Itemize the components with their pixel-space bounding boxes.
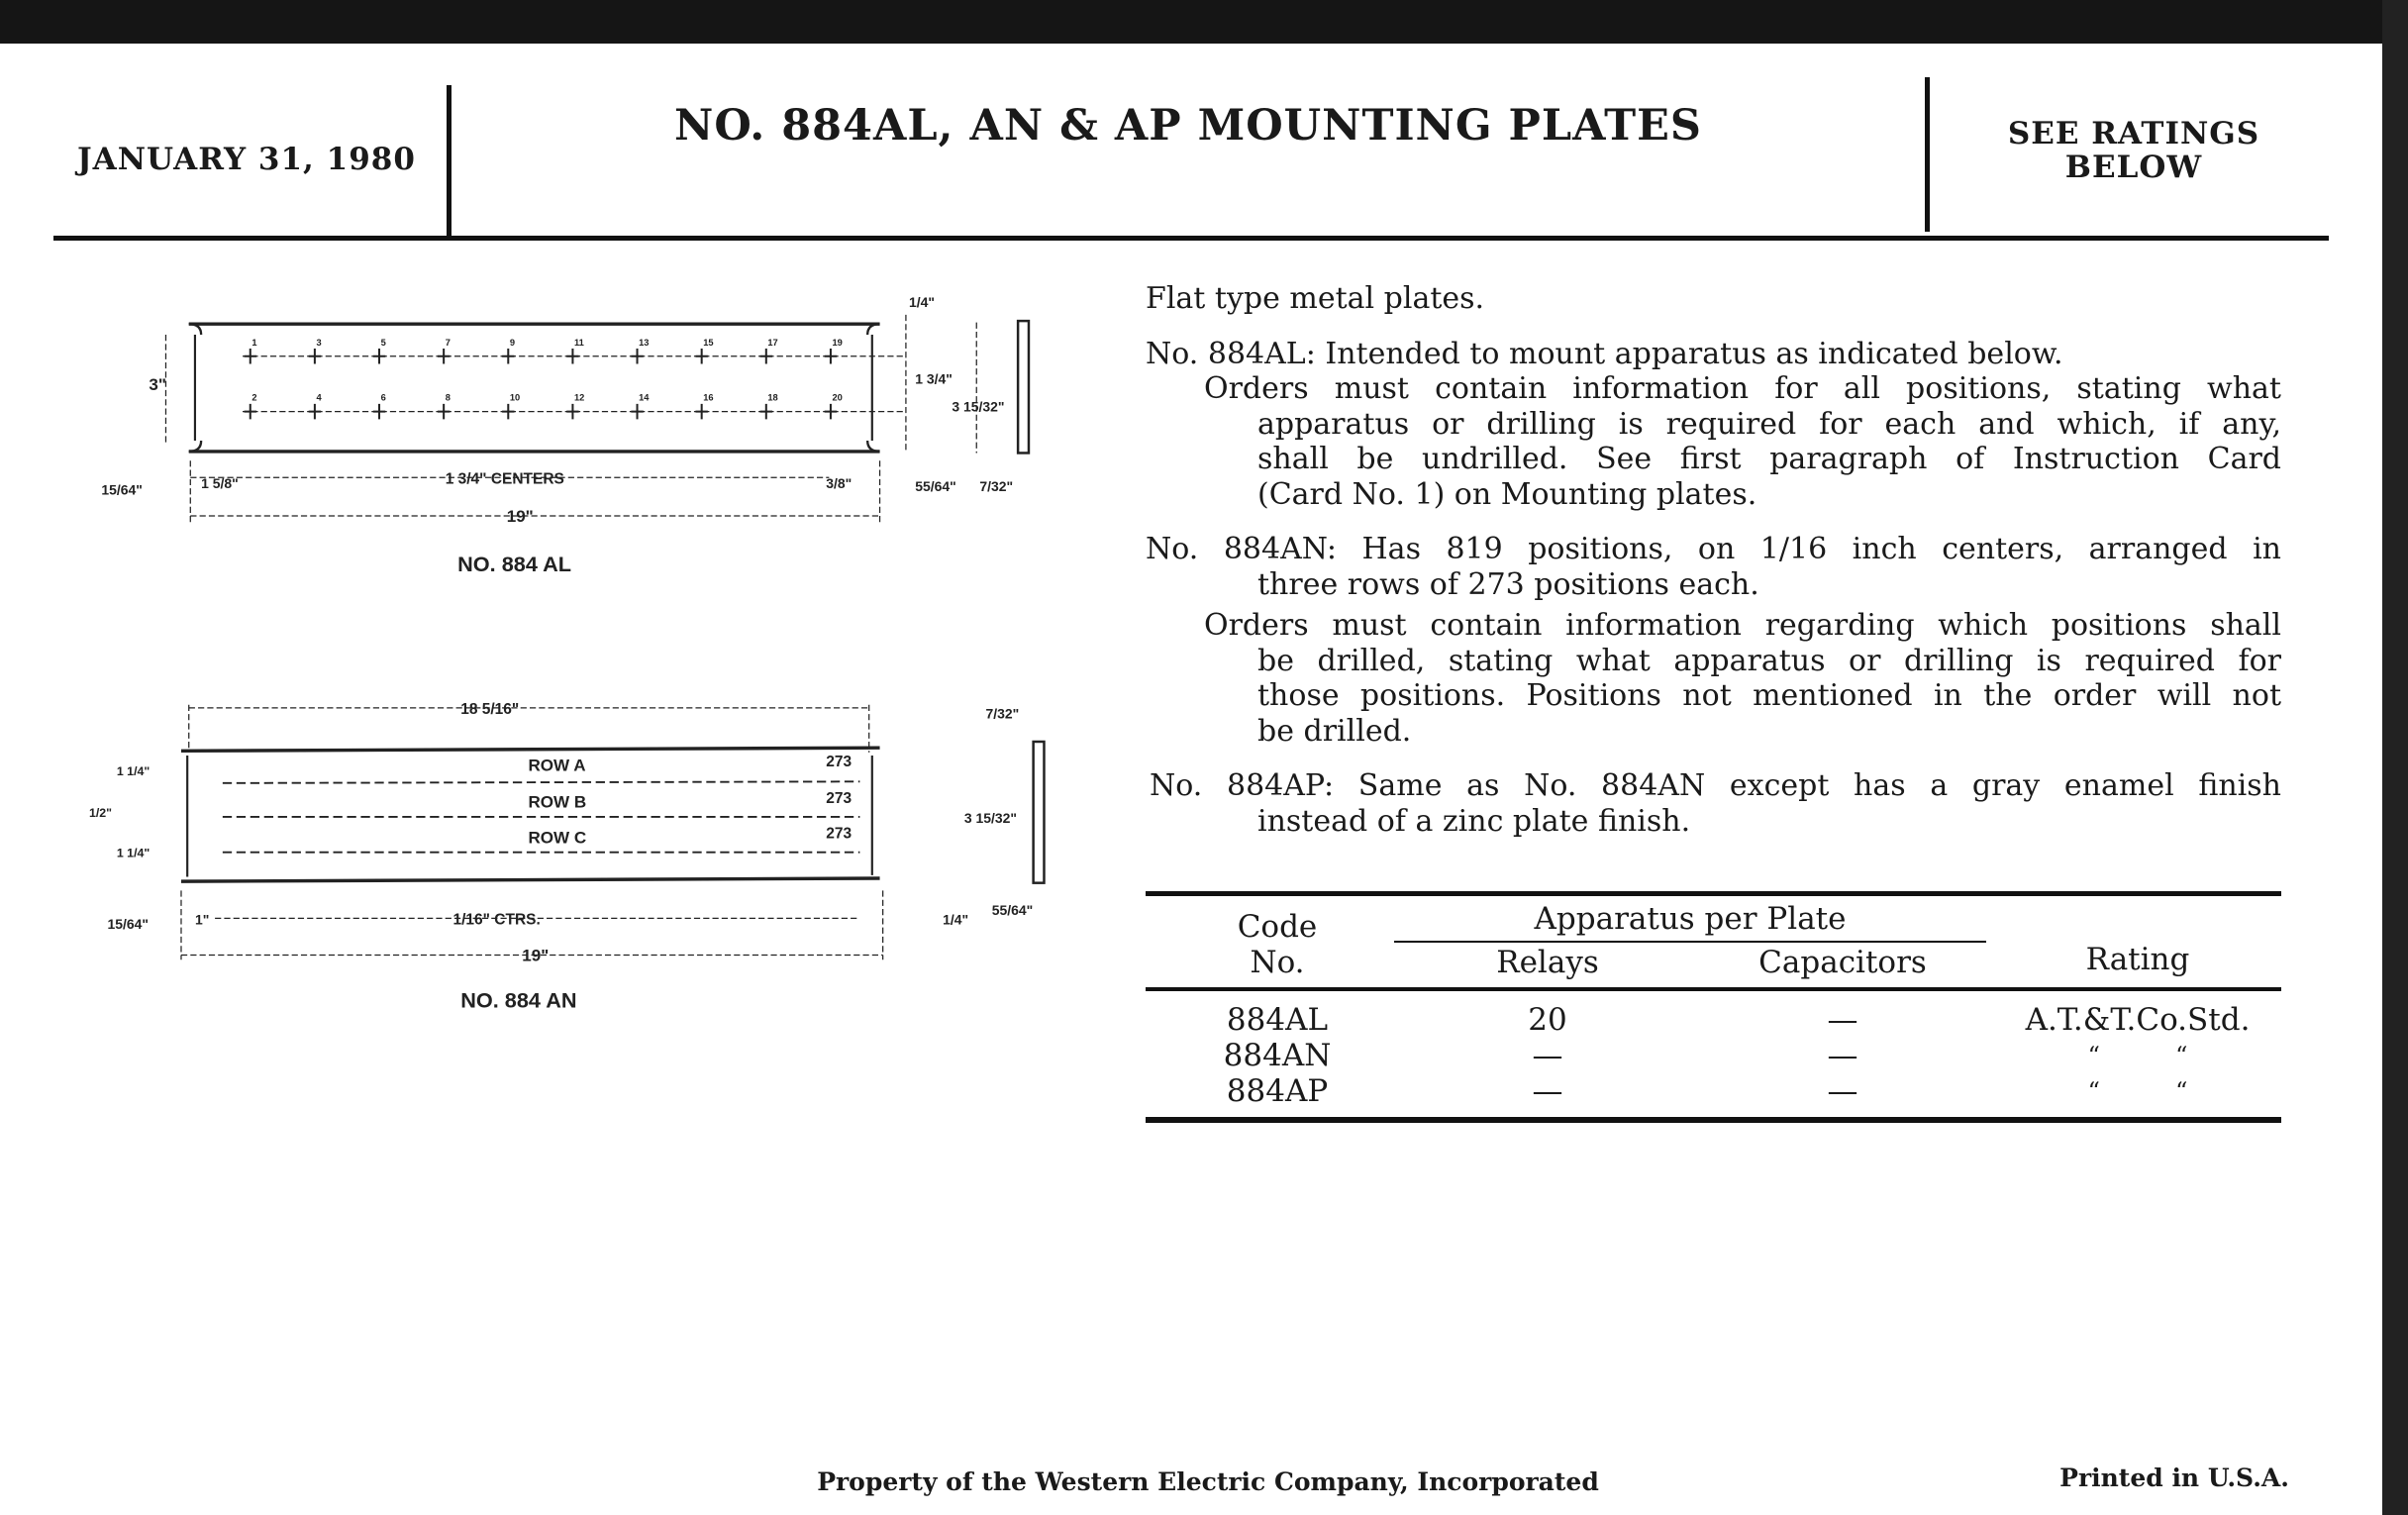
an-dim-bottom-notch: 55/64" — [991, 902, 1034, 919]
drawing-884an — [181, 705, 1044, 960]
cell-relays: — — [1532, 1073, 1563, 1109]
cell-rating: “ “ — [2087, 1077, 2188, 1105]
text-line: No. 884AN: Has 819 positions, on 1/16 inch centers, arranged in — [1146, 532, 2281, 566]
position-number: 10 — [509, 392, 521, 403]
cell-capacitors: — — [1827, 1002, 1858, 1038]
al-dim-top-notch: 1/4" — [909, 294, 936, 311]
mounting-hole-mark — [695, 404, 707, 420]
intro-line: Flat type metal plates. — [1146, 281, 1485, 316]
header-capacitors: Capacitors — [1758, 945, 1927, 980]
mounting-hole-mark — [245, 404, 256, 420]
table-top-rule — [1146, 891, 2281, 896]
an-dim-span: 18 5/16" — [460, 701, 520, 719]
paragraph-884al-orders — [1146, 371, 2281, 512]
header-rating: Rating — [2085, 942, 2190, 977]
mounting-hole-mark — [309, 404, 321, 420]
position-number: 3 — [316, 337, 322, 348]
an-row-a-count: 273 — [826, 753, 853, 770]
text-line: shall be undrilled. See first paragraph of Instruction Card — [1257, 442, 2281, 476]
mounting-hole-mark — [309, 349, 321, 364]
description — [1146, 281, 2281, 839]
an-dim-left-edge: 15/64" — [107, 916, 150, 933]
text-line: No. 884AL: Intended to mount apparatus as indicated below. — [1146, 336, 2063, 371]
mounting-hole-mark — [373, 404, 385, 420]
header-divider-right — [1925, 77, 1930, 232]
an-drawing-label: NO. 884 AN — [460, 987, 577, 1013]
paragraph-884an-orders — [1146, 608, 2281, 749]
document-date: JANUARY 31, 1980 — [77, 142, 416, 177]
drawing-884al — [165, 315, 1028, 522]
mounting-hole-mark — [760, 404, 772, 420]
cell-capacitors: — — [1827, 1038, 1858, 1073]
text-line: be drilled. — [1257, 713, 1412, 749]
al-dim-left-edge: 15/64" — [101, 481, 143, 498]
mounting-hole-mark — [502, 404, 514, 420]
cell-capacitors: — — [1827, 1073, 1858, 1109]
mounting-hole-mark — [760, 349, 772, 364]
header-apparatus-group: Apparatus per Plate — [1534, 901, 1847, 937]
text-line: be drilled, stating what apparatus or drilling is required for — [1257, 643, 2281, 678]
an-dim-row-top: 1 1/4" — [116, 764, 150, 779]
cell-rating: “ “ — [2087, 1042, 2188, 1069]
position-number: 19 — [832, 337, 843, 348]
al-dim-bottom-notch: 55/64" — [915, 478, 956, 495]
table-header-rule — [1146, 987, 2281, 991]
an-row-b-label: ROW B — [528, 792, 587, 812]
an-dim-centers: 1/16" CTRS. — [452, 911, 541, 929]
paragraph-884al — [1146, 337, 2281, 372]
text-line: (Card No. 1) on Mounting plates. — [1257, 476, 1757, 512]
an-dim-thickness: 7/32" — [985, 705, 1020, 722]
cell-code: 884AN — [1223, 1038, 1332, 1073]
position-number: 8 — [445, 392, 451, 403]
an-dim-total-height: 3 15/32" — [963, 810, 1017, 827]
text-line: Orders must contain information for all positions, stating what — [1204, 371, 2281, 406]
mounting-hole-mark — [373, 349, 385, 364]
paragraph-884ap — [1146, 768, 2281, 839]
al-drawing-label: NO. 884 AL — [457, 551, 572, 576]
position-number: 18 — [767, 392, 778, 403]
position-number: 2 — [251, 392, 257, 403]
al-dim-height: 3" — [149, 374, 166, 394]
an-row-c-count: 273 — [826, 825, 853, 843]
an-dim-row-mid: 1/2" — [88, 805, 113, 820]
an-dim-row-bottom: 1 1/4" — [116, 846, 150, 860]
cell-code: 884AP — [1226, 1073, 1329, 1109]
text-line: instead of a zinc plate finish. — [1257, 803, 1691, 839]
text-line: apparatus or drilling is required for each and which, if any, — [1257, 406, 2281, 442]
mounting-hole-mark — [502, 349, 514, 364]
mounting-hole-mark — [438, 404, 450, 420]
mounting-hole-mark — [245, 349, 256, 364]
position-number: 4 — [316, 392, 322, 403]
property-notice: Property of the Western Electric Company, Incorporated — [817, 1467, 1599, 1496]
position-number: 6 — [380, 392, 386, 403]
paragraph-884an — [1146, 532, 2281, 602]
an-row-c-label: ROW C — [528, 828, 587, 848]
position-number: 16 — [703, 392, 714, 403]
text-line: No. 884AP: Same as No. 884AN except has a gray enamel finish — [1150, 768, 2281, 803]
table-row — [1146, 1073, 2281, 1109]
cell-relays: — — [1532, 1038, 1563, 1073]
an-dim-first: 1" — [194, 911, 210, 928]
ratings-note — [1931, 117, 2337, 184]
cell-code: 884AL — [1226, 1002, 1329, 1038]
mounting-hole-mark — [695, 349, 707, 364]
an-dim-notch: 1/4" — [943, 911, 969, 928]
printed-notice: Printed in U.S.A. — [2059, 1464, 2289, 1492]
intro-paragraph — [1146, 281, 2281, 317]
ratings-line-1: SEE RATINGS — [2007, 116, 2260, 152]
page-title: NO. 884AL, AN & AP MOUNTING PLATES — [674, 101, 1702, 151]
header-relays: Relays — [1496, 945, 1599, 980]
table-bottom-rule — [1146, 1117, 2281, 1123]
an-row-a-label: ROW A — [528, 756, 586, 775]
table-body — [1146, 1002, 2281, 1109]
header-code — [1178, 909, 1376, 980]
mounting-hole-mark — [825, 404, 837, 420]
mounting-hole-mark — [631, 349, 643, 364]
al-dim-last: 3/8" — [826, 475, 853, 492]
position-number: 1 — [251, 337, 257, 348]
position-number: 14 — [639, 392, 650, 403]
header-code-line2: No. — [1250, 945, 1305, 980]
cell-relays: 20 — [1528, 1002, 1567, 1038]
position-number: 17 — [767, 337, 778, 348]
drawing-884al-labels — [101, 294, 1013, 576]
an-row-b-count: 273 — [826, 790, 853, 808]
group-underline — [1394, 941, 1986, 943]
position-number: 13 — [639, 337, 650, 348]
position-number: 11 — [573, 337, 584, 348]
mounting-hole-mark — [438, 349, 450, 364]
position-number: 9 — [509, 337, 516, 348]
al-dim-row-spacing: 1 3/4" — [915, 370, 953, 387]
al-dim-thickness: 7/32" — [979, 478, 1014, 495]
mounting-hole-mark — [566, 404, 578, 420]
scan-right-border — [2382, 0, 2408, 1515]
al-dim-total-height: 3 15/32" — [952, 398, 1005, 415]
technical-drawings — [0, 0, 1090, 1060]
mounting-hole-mark — [631, 404, 643, 420]
an-dim-width: 19" — [522, 946, 550, 965]
text-line: those positions. Positions not mentioned in the order will not — [1257, 678, 2281, 713]
table-row — [1146, 1002, 2281, 1038]
mounting-hole-mark — [825, 349, 837, 364]
position-number: 7 — [445, 337, 451, 348]
position-number: 12 — [573, 392, 585, 403]
position-number: 5 — [380, 337, 386, 348]
al-dim-width: 19" — [506, 507, 534, 527]
al-dim-centers: 1 3/4" CENTERS — [445, 470, 564, 488]
text-line: three rows of 273 positions each. — [1257, 566, 1759, 602]
table-row — [1146, 1038, 2281, 1073]
cell-rating: A.T.&T.Co.Std. — [2025, 1002, 2251, 1038]
header-code-line1: Code — [1237, 909, 1318, 945]
position-number: 15 — [703, 337, 714, 348]
text-line: Orders must contain information regarding which positions shall — [1204, 608, 2281, 643]
al-dim-first: 1 5/8" — [201, 475, 239, 492]
mounting-hole-mark — [566, 349, 578, 364]
position-number: 20 — [832, 392, 843, 403]
ratings-line-2: BELOW — [2064, 150, 2203, 185]
